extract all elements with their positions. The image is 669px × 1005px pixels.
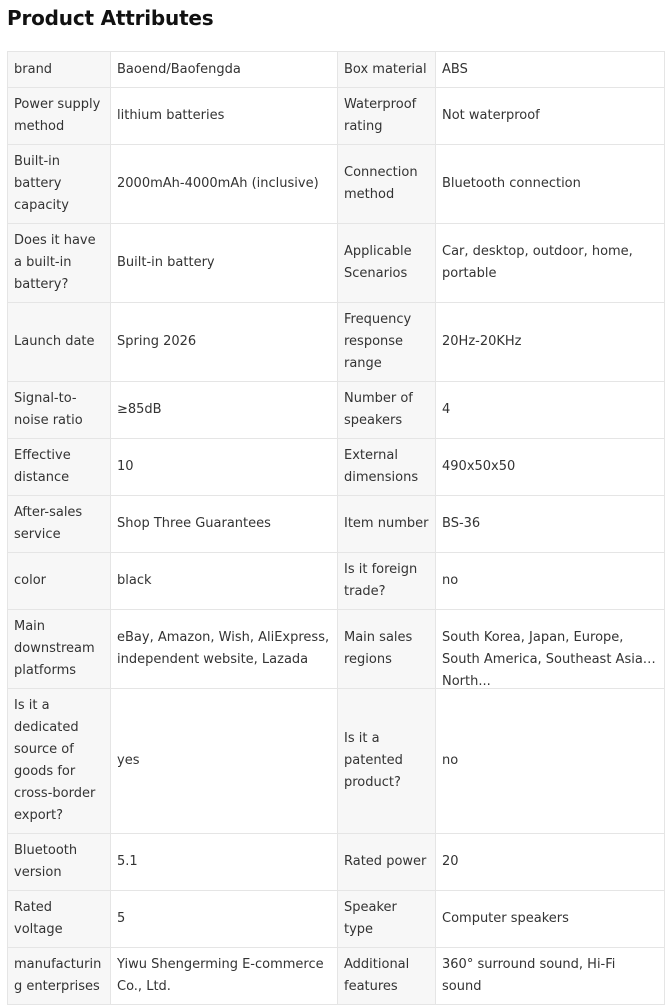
attribute-key: Is it a patented product?	[338, 689, 436, 834]
attribute-key: After-sales service	[8, 496, 111, 553]
attribute-key: Connection method	[338, 145, 436, 224]
attribute-key: Launch date	[8, 303, 111, 382]
attribute-key: Is it a dedicated source of goods for cross-border export?	[8, 689, 111, 834]
attribute-key: Box material	[338, 52, 436, 88]
attribute-key: Item number	[338, 496, 436, 553]
attribute-value: 490x50x50	[436, 439, 665, 496]
attribute-value	[436, 610, 665, 689]
attribute-key: Rated power	[338, 834, 436, 891]
attribute-key: Number of speakers	[338, 382, 436, 439]
attribute-value: 20	[436, 834, 665, 891]
table-row	[8, 224, 665, 303]
attribute-key: Main sales regions	[338, 610, 436, 689]
table-row	[8, 88, 665, 145]
attribute-value: BS-36	[436, 496, 665, 553]
attribute-value: yes	[111, 689, 338, 834]
attribute-value: 5	[111, 891, 338, 948]
attribute-key: manufacturing enterprises	[8, 948, 111, 1005]
table-row	[8, 689, 665, 834]
attribute-key: Does it have a built-in battery?	[8, 224, 111, 303]
attribute-value: 20Hz-20KHz	[436, 303, 665, 382]
attribute-value: Car, desktop, outdoor, home, portable	[436, 224, 665, 303]
attribute-value: no	[436, 553, 665, 610]
attribute-key: Applicable Scenarios	[338, 224, 436, 303]
table-row	[8, 382, 665, 439]
table-row	[8, 834, 665, 891]
attribute-value: 4	[436, 382, 665, 439]
attribute-value: 2000mAh-4000mAh (inclusive)	[111, 145, 338, 224]
table-row	[8, 948, 665, 1005]
attribute-key: Rated voltage	[8, 891, 111, 948]
attribute-key: Additional features	[338, 948, 436, 1005]
attribute-value: 5.1	[111, 834, 338, 891]
attribute-value: black	[111, 553, 338, 610]
attribute-key: Built-in battery capacity	[8, 145, 111, 224]
attribute-value: Built-in battery	[111, 224, 338, 303]
attribute-key: Speaker type	[338, 891, 436, 948]
attribute-value: Baoend/Baofengda	[111, 52, 338, 88]
attribute-key: Effective distance	[8, 439, 111, 496]
attribute-key: Bluetooth version	[8, 834, 111, 891]
attribute-value: Shop Three Guarantees	[111, 496, 338, 553]
attribute-key: Power supply method	[8, 88, 111, 145]
attribute-value: Yiwu Shengerming E-commerce Co., Ltd.	[111, 948, 338, 1005]
attribute-key: brand	[8, 52, 111, 88]
attribute-value: eBay, Amazon, Wish, AliExpress, independent website, Lazada	[111, 610, 338, 689]
attribute-value: Computer speakers	[436, 891, 665, 948]
attribute-key: Is it foreign trade?	[338, 553, 436, 610]
attribute-key: Frequency response range	[338, 303, 436, 382]
table-row	[8, 439, 665, 496]
attribute-key: Signal-to-noise ratio	[8, 382, 111, 439]
attribute-value: Bluetooth connection	[436, 145, 665, 224]
table-row	[8, 303, 665, 382]
attribute-key: color	[8, 553, 111, 610]
table-row	[8, 610, 665, 689]
table-row	[8, 52, 665, 88]
attribute-value: Spring 2026	[111, 303, 338, 382]
page-title: Product Attributes	[7, 6, 214, 30]
attribute-value: ABS	[436, 52, 665, 88]
table-row	[8, 553, 665, 610]
table-row	[8, 145, 665, 224]
attribute-value: ≥85dB	[111, 382, 338, 439]
attribute-key: External dimensions	[338, 439, 436, 496]
attributes-table-body	[8, 52, 665, 1005]
attribute-value: no	[436, 689, 665, 834]
table-row	[8, 496, 665, 553]
attribute-value: lithium batteries	[111, 88, 338, 145]
attribute-value: 360° surround sound, Hi-Fi sound	[436, 948, 665, 1005]
attributes-table	[7, 51, 665, 1005]
attribute-value: Not waterproof	[436, 88, 665, 145]
attribute-value: 10	[111, 439, 338, 496]
attribute-key: Main downstream platforms	[8, 610, 111, 689]
attribute-value-text: South Korea, Japan, Europe, South America, Southeast Asia, North...	[442, 630, 647, 689]
attribute-key: Waterproof rating	[338, 88, 436, 145]
table-row	[8, 891, 665, 948]
